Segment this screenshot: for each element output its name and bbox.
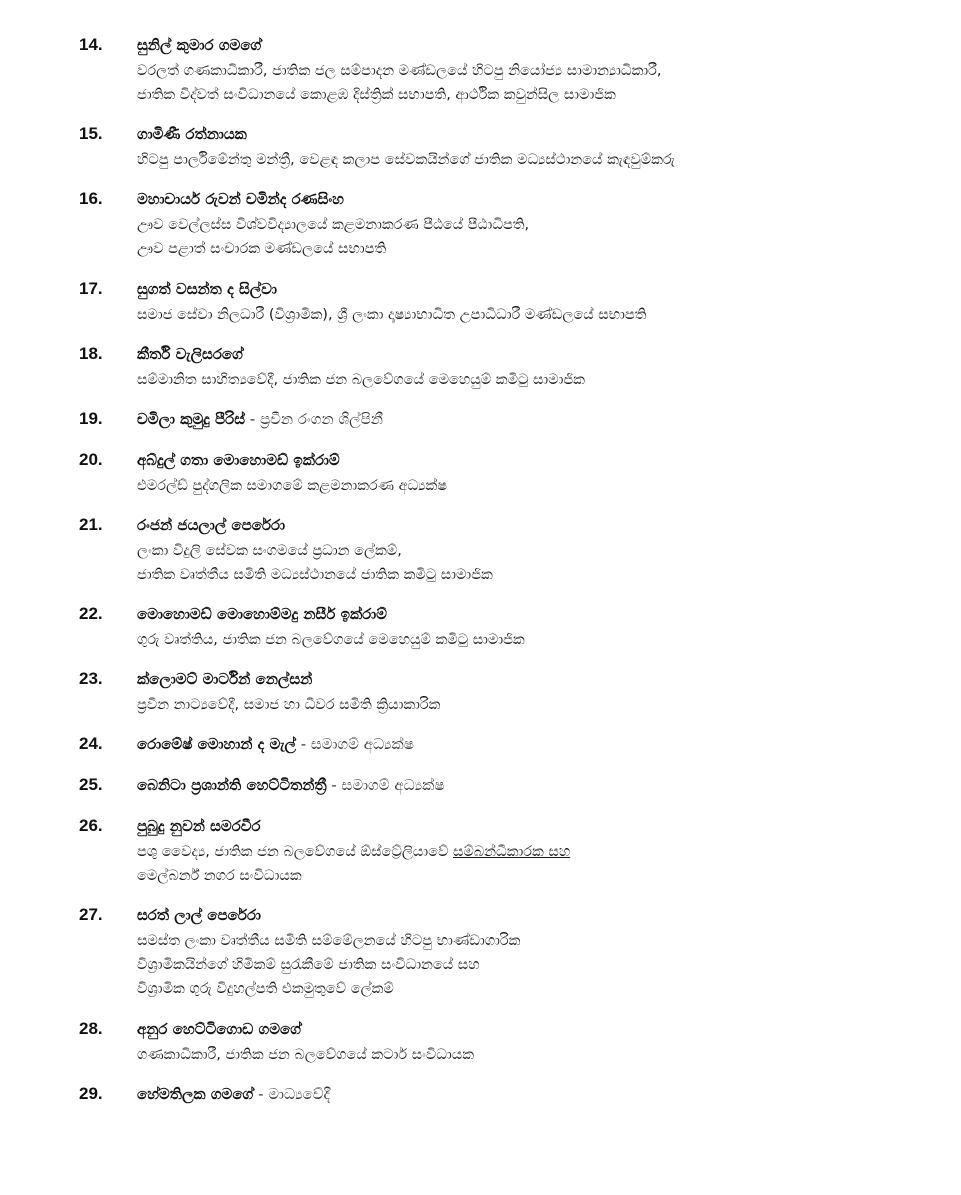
item-number: 14. xyxy=(79,35,103,54)
name-line xyxy=(137,1082,330,1106)
item-number: 18. xyxy=(79,344,103,363)
person-name: පුබුදු නුවන් සමරවීර xyxy=(137,817,261,835)
item-number: 19. xyxy=(79,409,103,428)
description-line: ලංකා විදුලි සේවක සංගමයේ ප්‍රධාන ලේකම්, xyxy=(137,543,402,559)
description-line: මෙල්බර්න් නගර සංවිධායක xyxy=(137,868,302,884)
person-name: මහාචාර්ය රුවන් චමින්ද රණසිංහ xyxy=(137,190,344,208)
name-line xyxy=(137,773,444,797)
name-line xyxy=(137,342,243,366)
name-line xyxy=(137,903,261,927)
item-number: 22. xyxy=(79,604,103,623)
person-name: අබ්දුල් ගතා මොහොමඩ් ඉක්රාම් xyxy=(137,451,340,469)
person-name: කීර්ති වැලිසරගේ xyxy=(137,345,243,363)
description-line: සමාජ සේවා නිලධාරී (විශ්‍රාමික), ශ්‍රී ලංකා දෘෂ්‍යාභාධිත උපාධිධාරී මණ්ඩලයේ සභාපති xyxy=(137,307,647,323)
person-name: ගාමිණී රත්නායක xyxy=(137,125,247,143)
item-number: 28. xyxy=(79,1019,103,1038)
item-number: 27. xyxy=(79,905,103,924)
description-line xyxy=(137,840,570,865)
description-line: සම්මානිත සාහිත්‍යවේදී, ජාතික ජන බලවේගයේ මෙහෙයුම් කමිටු සාමාජික xyxy=(137,372,585,388)
person-name: සුනිල් කුමාර ගමගේ xyxy=(137,36,262,54)
description-line: ඌව වෙල්ලස්ස විශ්වවිද්‍යාලයේ කළමනාකරණ පීඨයේ පීඨාධිපති, xyxy=(137,217,530,233)
description-line: ජාතික විද්වත් සංවිධානයේ කොළඹ දිස්ත්‍රික් සභාපති, ආර්ථික කවුන්සිල සාමාජික xyxy=(137,87,616,103)
inline-description: - ප්‍රවීන රංගන ශිල්පිනී xyxy=(245,410,383,428)
description-line: ප්‍රවීන නාට්‍යවේදී, සමාජ හා ධීවර සමිති ක්‍රියාකාරික xyxy=(137,697,441,713)
person-name: ක්ලොමට් මාර්ටින් නෙල්සන් xyxy=(137,670,313,688)
name-line xyxy=(137,513,285,537)
name-line xyxy=(137,187,344,211)
person-name: බෙනිටා ප්‍රශාන්ති හෙට්ටිතන්ත්‍රී xyxy=(137,776,327,794)
person-name: සරත් ලාල් පෙරේරා xyxy=(137,906,261,924)
description-line: හිටපු පාර්ලිමේන්තු මන්ත්‍රී, වෙළඳ කලාප සේවකයින්ගේ ජාතික මධ්‍යස්ථානයේ කැඳවුම්කරු xyxy=(137,152,676,168)
item-number: 26. xyxy=(79,816,103,835)
name-line xyxy=(137,1017,301,1041)
item-number: 29. xyxy=(79,1084,103,1103)
item-number: 17. xyxy=(79,279,103,298)
item-number: 16. xyxy=(79,189,103,208)
person-name: අනුර හෙට්ටිගොඩ ගමගේ xyxy=(137,1020,301,1038)
name-line xyxy=(137,732,414,756)
person-name: මොහොමඩ් මොහොම්මදු නසීර් ඉක්රාම් xyxy=(137,605,387,623)
description-line: ඌව පළාත් සංචාරක මණ්ඩලයේ සභාපති xyxy=(137,241,387,257)
item-number: 20. xyxy=(79,450,103,469)
description-line: ගුරු වෘත්තිය, ජාතික ජන බලවේගයේ මෙහෙයුම් කමිටු සාමාජික xyxy=(137,632,525,648)
name-line xyxy=(137,122,247,146)
name-line xyxy=(137,602,387,626)
item-number: 15. xyxy=(79,124,103,143)
name-line xyxy=(137,33,261,57)
inline-description: - සමාගම් අධ්‍යක්ෂ xyxy=(295,735,414,753)
person-name: රොමේෂ් මොහාන් ද මැල් xyxy=(137,735,296,753)
person-name: චමිලා කුමුදු පීරිස් xyxy=(137,410,246,428)
item-number: 23. xyxy=(79,669,103,688)
person-name: හේමතිලක ගමගේ xyxy=(137,1085,254,1103)
person-name: රංජන් ජයලාල් පෙරේරා xyxy=(137,516,286,534)
inline-description: - සමාගම් අධ්‍යක්ෂ xyxy=(326,776,445,794)
description-text: පශු වෛද්‍ය, ජාතික ජන බලවේගයේ ඕස්ට්‍රේලියාවේ xyxy=(137,844,453,860)
description-line: ජාතික වෘත්තීය සමිති මධ්‍යස්ථානයේ ජාතික කමිටු සාමාජික xyxy=(137,567,493,583)
person-name: සුගත් වසන්ත ද සිල්වා xyxy=(137,280,277,298)
description-line: ගණකාධිකාරී, ජාතික ජන බලවේගයේ කටාර් සංවිධායක xyxy=(137,1047,474,1063)
item-number: 24. xyxy=(79,734,103,753)
inline-description: - මාධ්‍යවේදී xyxy=(253,1085,331,1103)
item-number: 21. xyxy=(79,515,103,534)
name-line xyxy=(137,407,383,431)
name-line xyxy=(137,667,312,691)
description-line: විශ්‍රාමික ගුරු විදුහල්පති එකමුතුවේ ලේකම් xyxy=(137,981,394,997)
description-line: එමරල්ඩ් පුද්ගලික සමාගමේ කළමනාකරණ අධ්‍යක්ෂ xyxy=(137,478,448,494)
name-line xyxy=(137,814,261,838)
name-line xyxy=(137,277,277,301)
description-line: වරලත් ගණකාධිකාරී, ජාතික ජල සම්පාදන මණ්ඩලයේ හිටපු නියෝජ්‍ය සාමාන්‍යාධිකාරී, xyxy=(137,63,662,79)
item-number: 25. xyxy=(79,775,103,794)
description-line: විශ්‍රාමිකයින්ගේ හිමිකම් සුරැකීමේ ජාතික සංවිධානයේ සහ xyxy=(137,957,480,973)
name-line xyxy=(137,448,340,472)
description-line: සමස්ත ලංකා වෘත්තීය සමිති සම්මේලනයේ හිටපු භාණ්ඩාගාරික xyxy=(137,933,521,949)
underlined-text: සම්බන්ධීකාරක සහ xyxy=(453,844,571,860)
